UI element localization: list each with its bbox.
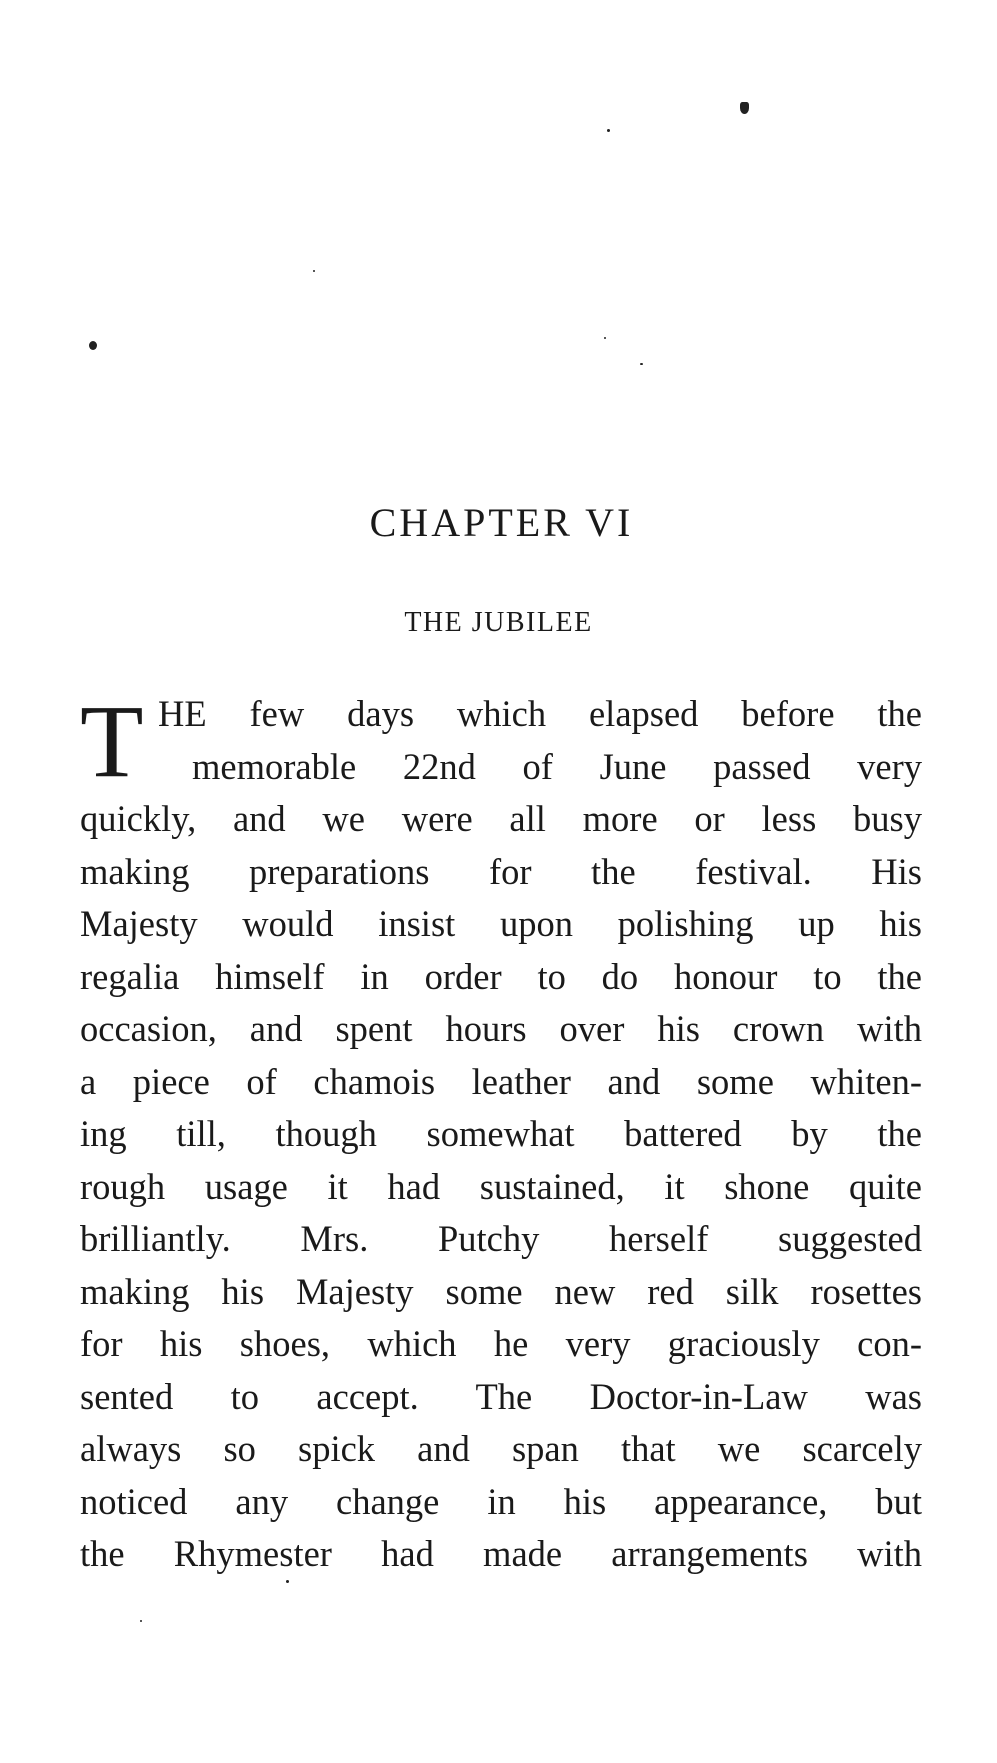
text-line: regalia himself in order to do honour to the [80,955,922,997]
text-line: rough usage it had sustained, it shone quite [80,1165,922,1207]
scan-speck [604,337,606,339]
text-line: the Rhymester had made arrangements with [80,1533,922,1574]
scan-mark [740,102,749,114]
text-line: for his shoes, which he very graciously con- [80,1323,922,1364]
drop-cap: T [80,684,144,799]
text-line: HE few days which elapsed before the [158,693,922,734]
scan-speck [607,129,610,132]
text-line: noticed any change in his appearance, but [80,1480,922,1522]
text-line: ing till, though somewhat battered by the [80,1113,922,1154]
body-text [80,684,922,1581]
text-line: sented to accept. The Doctor-in-Law was [80,1375,922,1417]
text-line: quickly, and we were all more or less busy [80,798,922,839]
text-line: occasion, and spent hours over his crown with [80,1008,922,1049]
scan-mark [89,341,97,350]
text-line: a piece of chamois leather and some whiten- [80,1060,922,1102]
scan-speck [640,363,643,365]
text-line: making his Majesty some new red silk rosettes [80,1270,922,1312]
text-line: memorable 22nd of June passed very [192,745,922,787]
chapter-title: THE JUBILEE [404,607,593,638]
chapter-heading: CHAPTER VI [369,500,634,545]
text-line: always so spick and span that we scarcely [80,1428,922,1469]
text-line: brilliantly. Mrs. Putchy herself suggested [80,1218,922,1259]
text-line: Majesty would insist upon polishing up his [80,903,922,944]
scan-speck [313,270,315,272]
scan-speck [140,1620,142,1622]
text-line: making preparations for the festival. His [80,850,922,892]
